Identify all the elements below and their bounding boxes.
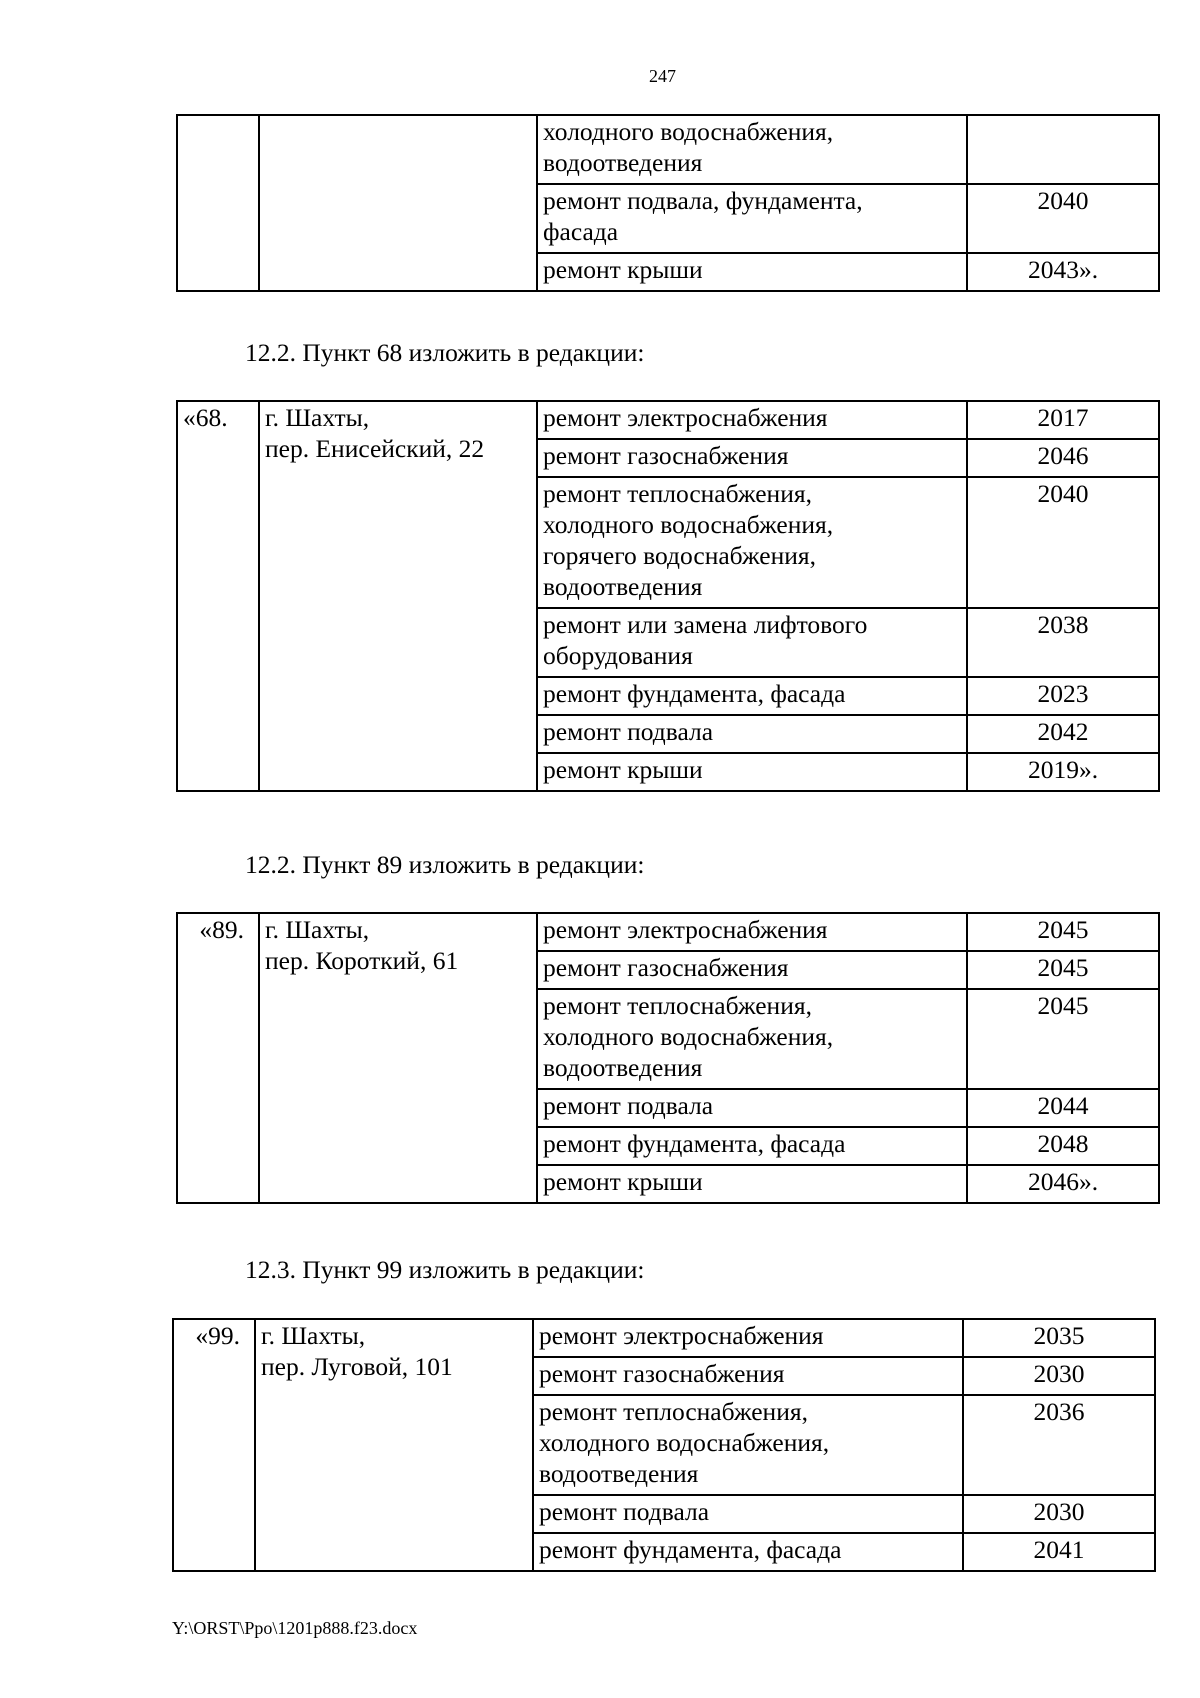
address-cell: г. Шахты, пер. Луговой, 101 xyxy=(255,1319,533,1571)
year-cell: 2019». xyxy=(967,753,1159,791)
address-cell: г. Шахты, пер. Короткий, 61 xyxy=(259,913,537,1203)
year-cell: 2045 xyxy=(967,951,1159,989)
table-row xyxy=(177,913,1159,951)
work-cell: ремонт электроснабжения xyxy=(537,913,967,951)
work-cell: ремонт крыши xyxy=(537,253,967,291)
section-table xyxy=(172,1318,1156,1572)
section-heading: 12.2. Пункт 68 изложить в редакции: xyxy=(245,338,645,367)
year-cell: 2042 xyxy=(967,715,1159,753)
year-cell: 2038 xyxy=(967,608,1159,677)
year-cell: 2045 xyxy=(967,913,1159,951)
year-cell: 2044 xyxy=(967,1089,1159,1127)
work-cell: холодного водоснабжения, водоотведения xyxy=(537,115,967,184)
section-heading: 12.2. Пункт 89 изложить в редакции: xyxy=(245,850,645,879)
address-cell xyxy=(259,115,537,291)
num-cell xyxy=(177,115,259,291)
year-cell: 2023 xyxy=(967,677,1159,715)
section-table xyxy=(176,912,1160,1204)
table-row xyxy=(177,115,1159,184)
year-cell: 2041 xyxy=(963,1533,1155,1571)
work-cell: ремонт теплоснабжения, холодного водоснабжения, водоотведения xyxy=(533,1395,963,1495)
work-cell: ремонт газоснабжения xyxy=(537,951,967,989)
work-cell: ремонт подвала xyxy=(533,1495,963,1533)
year-cell: 2048 xyxy=(967,1127,1159,1165)
work-cell: ремонт газоснабжения xyxy=(537,439,967,477)
year-cell xyxy=(967,115,1159,184)
work-cell: ремонт газоснабжения xyxy=(533,1357,963,1395)
work-cell: ремонт подвала, фундамента, фасада xyxy=(537,184,967,253)
work-cell: ремонт фундамента, фасада xyxy=(533,1533,963,1571)
work-cell: ремонт подвала xyxy=(537,1089,967,1127)
work-cell: ремонт подвала xyxy=(537,715,967,753)
table-row xyxy=(177,401,1159,439)
work-cell: ремонт крыши xyxy=(537,753,967,791)
page-number: 247 xyxy=(649,66,676,86)
work-cell: ремонт теплоснабжения, холодного водоснабжения, горячего водоснабжения, водоотведения xyxy=(537,477,967,608)
year-cell: 2017 xyxy=(967,401,1159,439)
work-cell: ремонт теплоснабжения, холодного водоснабжения, водоотведения xyxy=(537,989,967,1089)
file-path-footer: Y:\ORST\Ppo\1201p888.f23.docx xyxy=(172,1618,418,1638)
work-cell: ремонт фундамента, фасада xyxy=(537,1127,967,1165)
section-table xyxy=(176,400,1160,792)
continued-table xyxy=(176,114,1160,292)
year-cell: 2046». xyxy=(967,1165,1159,1203)
year-cell: 2030 xyxy=(963,1495,1155,1533)
work-cell: ремонт электроснабжения xyxy=(537,401,967,439)
address-cell: г. Шахты, пер. Енисейский, 22 xyxy=(259,401,537,791)
year-cell: 2043». xyxy=(967,253,1159,291)
year-cell: 2045 xyxy=(967,989,1159,1089)
work-cell: ремонт электроснабжения xyxy=(533,1319,963,1357)
work-cell: ремонт крыши xyxy=(537,1165,967,1203)
work-cell: ремонт фундамента, фасада xyxy=(537,677,967,715)
year-cell: 2030 xyxy=(963,1357,1155,1395)
year-cell: 2036 xyxy=(963,1395,1155,1495)
year-cell: 2040 xyxy=(967,477,1159,608)
year-cell: 2046 xyxy=(967,439,1159,477)
year-cell: 2040 xyxy=(967,184,1159,253)
item-number: «68. xyxy=(177,401,259,791)
year-cell: 2035 xyxy=(963,1319,1155,1357)
item-number: «89. xyxy=(177,913,259,1203)
item-number: «99. xyxy=(173,1319,255,1571)
work-cell: ремонт или замена лифтового оборудования xyxy=(537,608,967,677)
section-heading: 12.3. Пункт 99 изложить в редакции: xyxy=(245,1255,645,1284)
table-row xyxy=(173,1319,1155,1357)
